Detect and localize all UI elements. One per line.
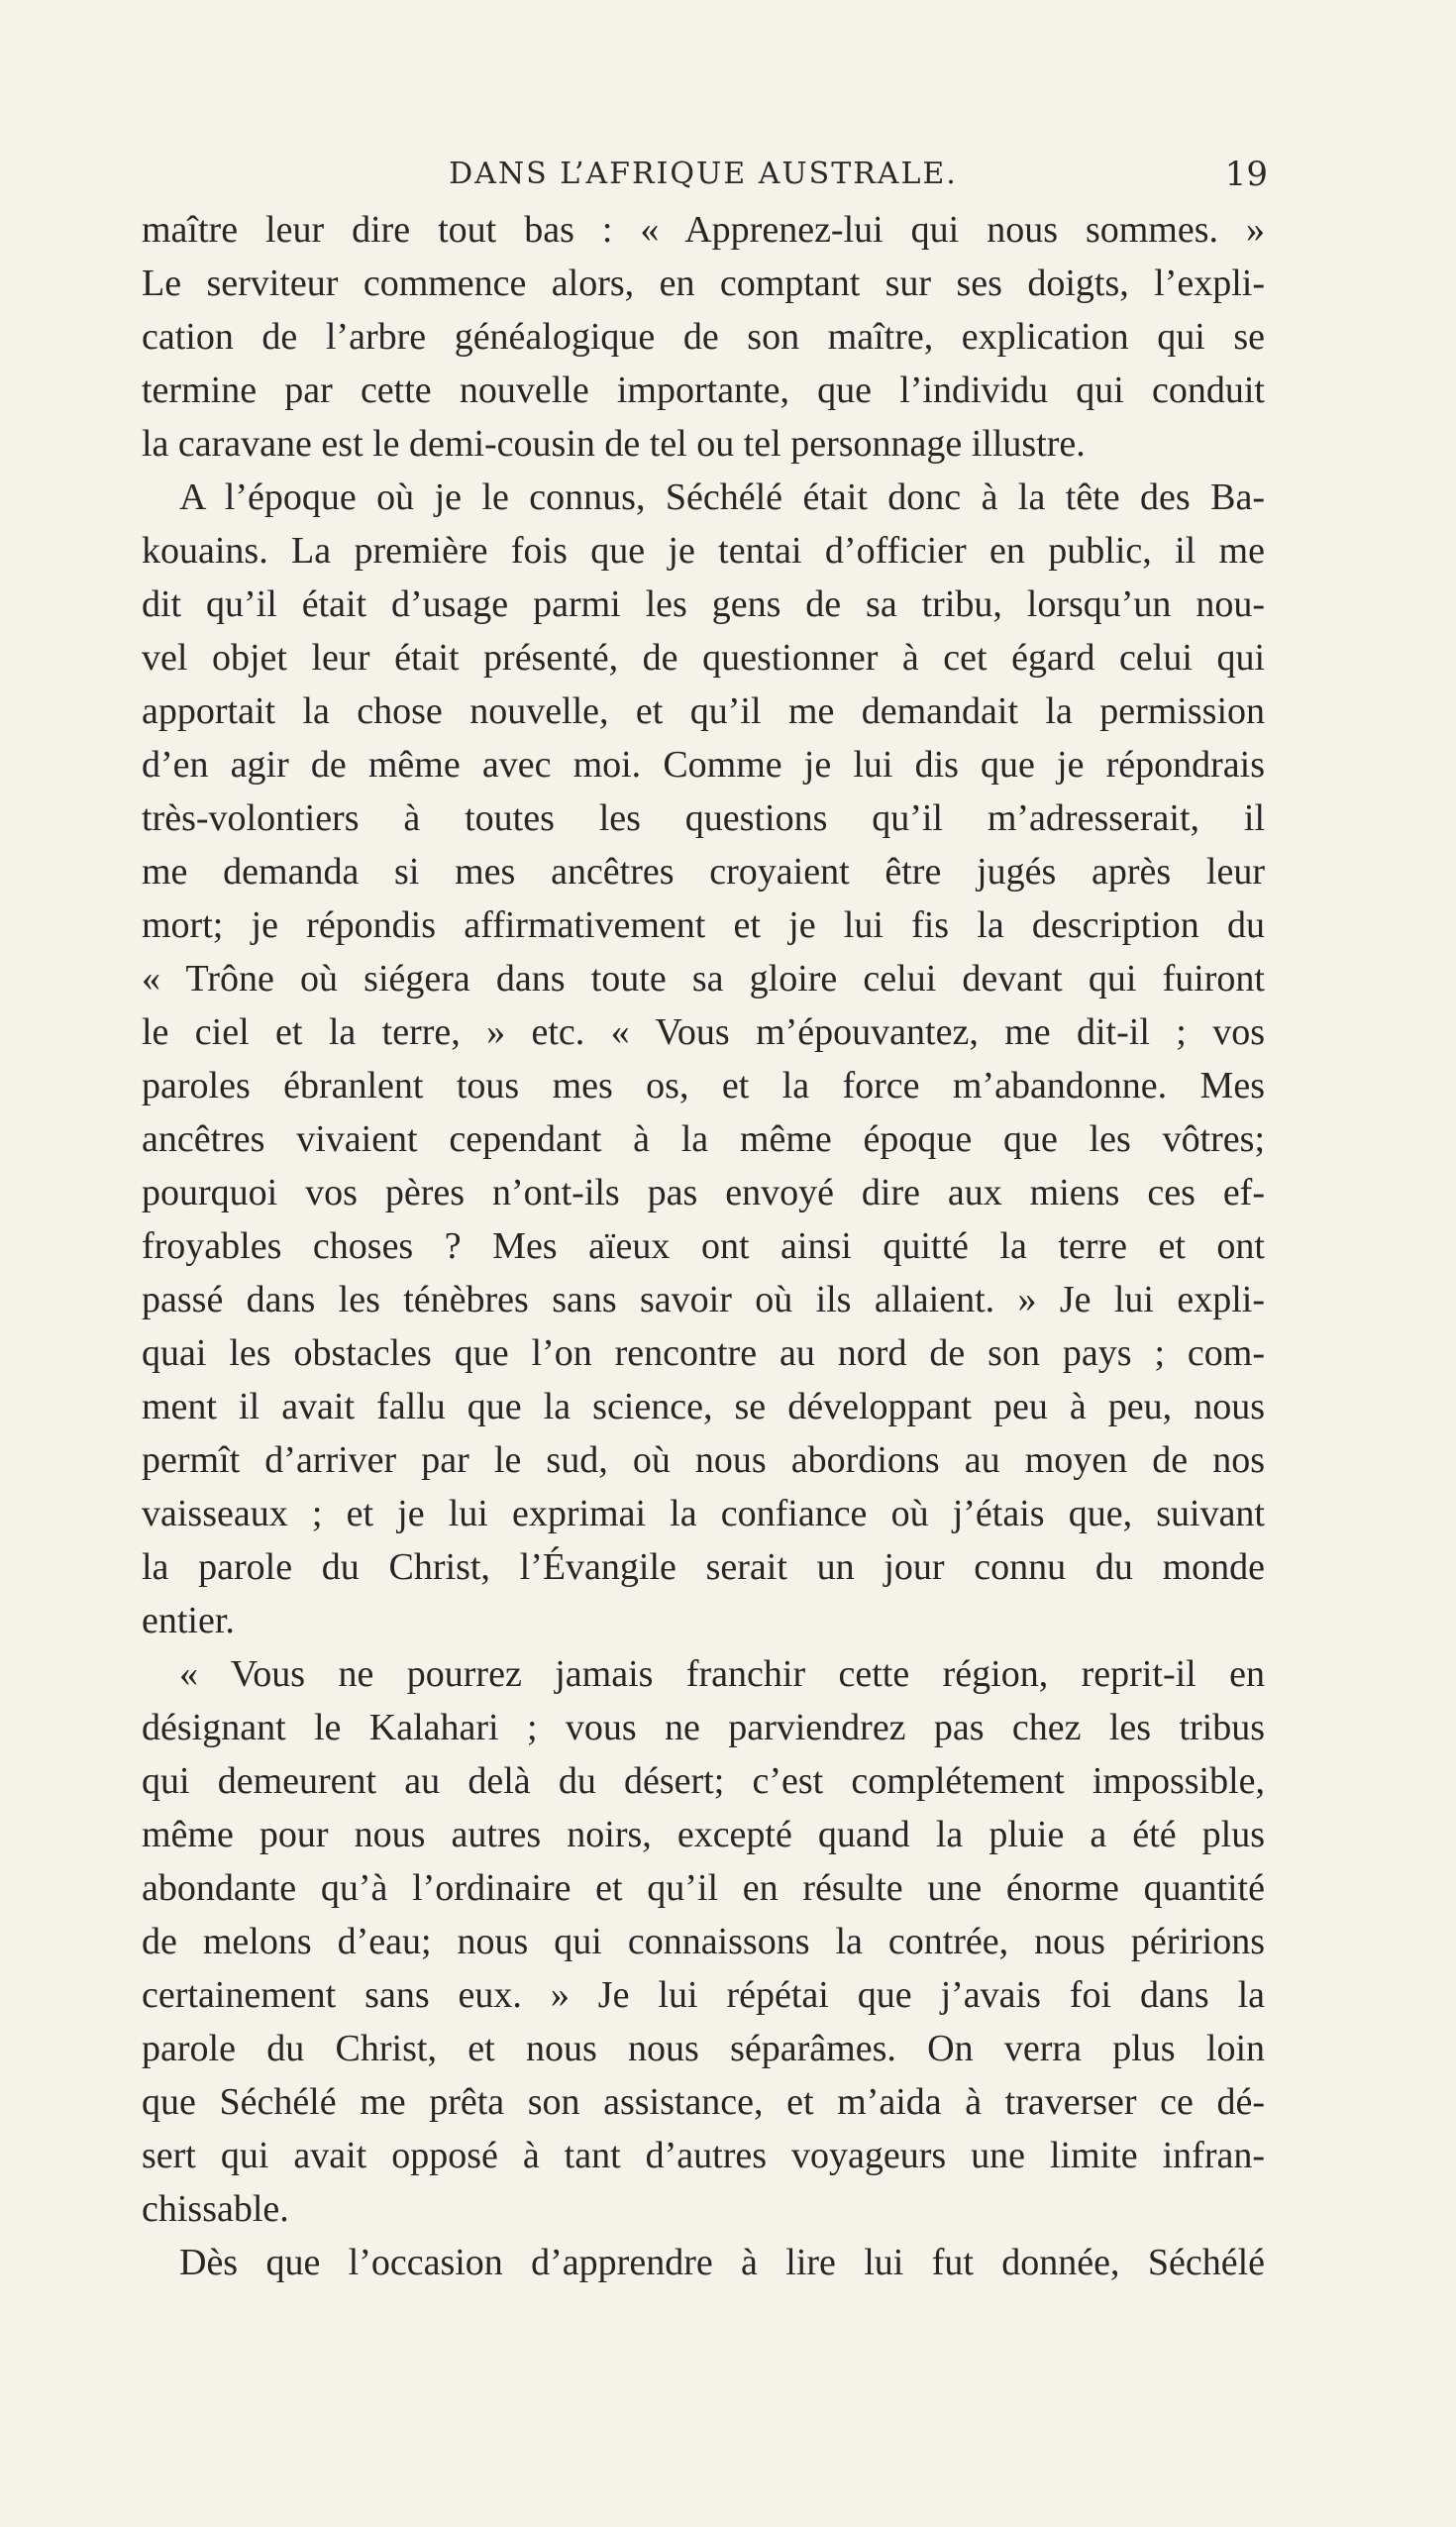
text-line: abondante qu’à l’ordinaire et qu’il en résulte une énorme quantité [142,1867,1265,1909]
text-line: qui demeurent au delà du désert; c’est complétement impossible, [142,1760,1265,1802]
text-line: termine par cette nouvelle importante, que l’individu qui conduit [142,369,1265,411]
text-line: mort; je répondis affirmativement et je lui fis la description du [142,904,1265,946]
page-header [139,149,1268,196]
text-line: ancêtres vivaient cependant à la même époque que les vôtres; [142,1118,1265,1160]
text-line: ment il avait fallu que la science, se développant peu à peu, nous [142,1386,1265,1427]
text-line: parole du Christ, et nous nous séparâmes. On verra plus loin [142,2028,1265,2069]
text-line: kouains. La première fois que je tentai d’officier en public, il me [142,530,1265,572]
body-text [142,203,1265,2289]
text-line: entier. [142,1600,235,1641]
text-line: paroles ébranlent tous mes os, et la force m’abandonne. Mes [142,1065,1265,1106]
text-line: me demanda si mes ancêtres croyaient être jugés après leur [142,851,1265,893]
page-number: 19 [1224,155,1268,194]
text-line: permît d’arriver par le sud, où nous abordions au moyen de nos [142,1439,1265,1481]
text-line: la parole du Christ, l’Évangile serait un jour connu du monde [142,1546,1265,1588]
text-line: le ciel et la terre, » etc. « Vous m’épouvantez, me dit-il ; vos [142,1011,1265,1053]
text-line: même pour nous autres noirs, excepté quand la pluie a été plus [142,1814,1265,1855]
text-line: sert qui avait opposé à tant d’autres voyageurs une limite infran- [142,2135,1265,2176]
text-line: Dès que l’occasion d’apprendre à lire lui fut donnée, Séchélé [179,2242,1265,2283]
text-line: de melons d’eau; nous qui connaissons la contrée, nous péririons [142,1921,1265,1962]
text-line: maître leur dire tout bas : « Apprenez-lui qui nous sommes. » [142,209,1265,251]
text-line: quai les obstacles que l’on rencontre au nord de son pays ; com- [142,1332,1265,1374]
text-line: A l’époque où je le connus, Séchélé était donc à la tête des Ba- [179,476,1265,518]
text-line: très-volontiers à toutes les questions qu’il m’adresserait, il [142,797,1265,839]
text-line: Le serviteur commence alors, en comptant sur ses doigts, l’expli- [142,263,1265,304]
text-line: froyables choses ? Mes aïeux ont ainsi quitté la terre et ont [142,1225,1265,1267]
text-line: pourquoi vos pères n’ont-ils pas envoyé dire aux miens ces ef- [142,1172,1265,1213]
text-line: apportait la chose nouvelle, et qu’il me demandait la permission [142,690,1265,732]
text-line: « Vous ne pourrez jamais franchir cette région, reprit-il en [179,1653,1265,1695]
text-line: vel objet leur était présenté, de questionner à cet égard celui qui [142,637,1265,679]
text-line: la caravane est le demi-cousin de tel ou tel personnage illustre. [142,423,1086,465]
text-line: dit qu’il était d’usage parmi les gens de sa tribu, lorsqu’un nou- [142,583,1265,625]
text-line: certainement sans eux. » Je lui répétai que j’avais foi dans la [142,1974,1265,2016]
text-line: passé dans les ténèbres sans savoir où ils allaient. » Je lui expli- [142,1279,1265,1320]
text-line: chissable. [142,2188,289,2230]
text-line: d’en agir de même avec moi. Comme je lui dis que je répondrais [142,744,1265,786]
text-line: « Trône où siégera dans toute sa gloire celui devant qui fuiront [142,958,1265,1000]
text-line: vaisseaux ; et je lui exprimai la confiance où j’étais que, suivant [142,1493,1265,1534]
running-title: DANS L’AFRIQUE AUSTRALE. [449,157,958,191]
text-line: cation de l’arbre généalogique de son maître, explication qui se [142,316,1265,358]
text-line: que Séchélé me prêta son assistance, et m’aida à traverser ce dé- [142,2081,1265,2123]
text-line: désignant le Kalahari ; vous ne parviendrez pas chez les tribus [142,1707,1265,1748]
